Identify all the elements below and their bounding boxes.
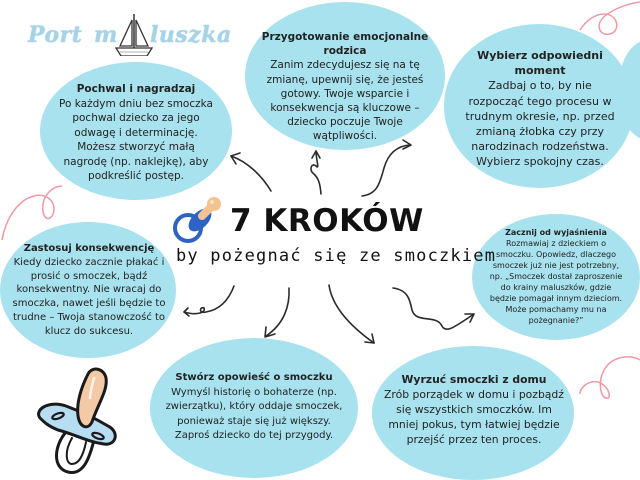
step-line: rozpocząć tego procesu w (468, 94, 612, 108)
step-line: nagrodę (np. naklejkę), aby (63, 155, 209, 168)
step-line: Zaproś dziecko do tej przygody. (174, 430, 334, 441)
step-line: pożegnanie?” (528, 316, 584, 325)
arrow-to-wyrzuc (329, 285, 374, 343)
step-line: prosić o smoczek, bądź (30, 270, 148, 282)
arrow-to-pochwal (231, 153, 271, 191)
step-title: moment (514, 64, 566, 78)
step-line: będzie pomagał innym dzieciom. (489, 294, 623, 303)
step-title: Pochwal i nagradzaj (76, 83, 196, 95)
step-line: smoczku. Opowiedz, dlaczego (495, 250, 616, 259)
step-line: Wymyśl historię o bohaterze (np. (171, 386, 337, 398)
pacifier-illustration (28, 360, 138, 480)
logo-word-luszka: luszka (150, 22, 232, 48)
step-line: się wszystkich smoczków. Im (396, 403, 552, 416)
step-line: Zrób porządek w domu i pozbądź (384, 388, 564, 401)
step-line: do krainy maluszków, gdzie (500, 283, 612, 292)
step-title: Zacznij od wyjaśnienia (505, 228, 607, 237)
step-title: Wyrzuć smoczki z domu (401, 373, 547, 386)
step-line: odwagę i determinację. (74, 126, 198, 139)
step-line: podkreślić postęp. (88, 170, 184, 182)
subtitle: by pożegnać się ze smoczkiem (176, 246, 497, 266)
step-line: pochwal dziecko za jego (72, 112, 200, 124)
step-line: ponieważ staje się już większy. (177, 415, 331, 427)
step-line: przejść przez ten proces. (406, 433, 542, 446)
step-line: Wybierz spokojny czas. (476, 155, 604, 169)
step-line: Kiedy dziecko zacznie płakać i (13, 256, 165, 268)
step-line: wątpliwości. (312, 130, 378, 143)
step-line: Rozmawiaj z dzieckiem o (506, 239, 606, 248)
step-line: Możesz stworzyć małą (77, 141, 195, 153)
arrow-to-zastosuj (184, 286, 234, 316)
main-title: 7 KROKÓW (230, 203, 424, 239)
step-line: klucz do sukcesu. (44, 325, 134, 337)
step-line: zmianą żłobka czy przy (475, 125, 605, 139)
arrow-to-wybierz (362, 140, 411, 196)
step-title: rodzica (323, 45, 367, 58)
step-line: zmianę, upewnij się, że jesteś (266, 73, 424, 86)
logo-word-m: m (94, 22, 118, 48)
logo-word-port: Port (28, 22, 83, 48)
step-line: Po każdym dniu bez smoczka (59, 97, 213, 110)
step-line: konsekwencja są kluczowe – (270, 102, 420, 115)
step-line: smoczka, nawet jeśli będzie to (12, 298, 166, 310)
step-line: Zadbaj o to, by nie (488, 79, 592, 93)
step-title: Przygotowanie emocjonalne (261, 31, 429, 43)
step-line: zwierzątku), który oddaje smoczek, (165, 401, 343, 412)
step-line: gotowy. Twoje wsparcie i (280, 87, 410, 100)
step-title: Wybierz odpowiedni (477, 49, 603, 62)
step-line: smoczek już nie jest potrzebny, (492, 261, 620, 270)
step-line: trudne – Twoja stanowczość to (12, 311, 166, 323)
step-line: Może pomachamy mu na (505, 305, 607, 314)
arrow-to-stworz (265, 288, 289, 337)
step-line: mniej pokus, tym łatwiej będzie (388, 418, 560, 431)
arrow-to-zacznij (393, 288, 474, 329)
arrow-to-przygotowanie (311, 151, 321, 194)
step-line: narodzinach rodzeństwa. (471, 140, 609, 154)
step-line: trudnym okresie, np. przed (465, 109, 615, 123)
step-title: Zastosuj konsekwencję (23, 243, 155, 254)
step-line: konsekwentny. Nie wracaj do (16, 284, 162, 296)
step-title: Stwórz opowieść o smoczku (175, 372, 333, 383)
step-line: Zanim zdecydujesz się na tę (270, 59, 420, 72)
step-line: np. „Smoczek dostał zaproszenie (489, 272, 623, 281)
step-line: dziecko poczuje Twoje (287, 116, 403, 129)
